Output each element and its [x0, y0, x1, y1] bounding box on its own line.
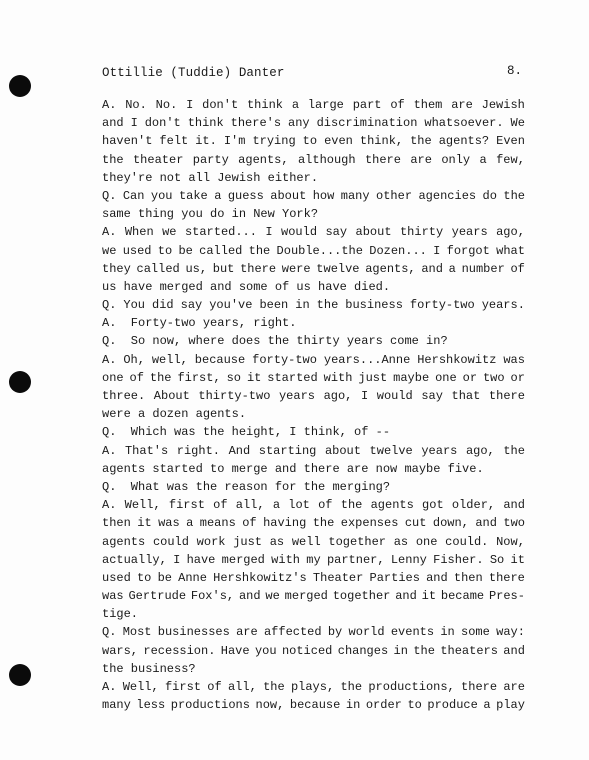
transcript-line: same thing you do in New York? — [102, 207, 319, 222]
transcript-line: Q. Most businesses are affected by world events in some way: — [102, 625, 525, 640]
transcript-line: one of the first, so it started with just maybe one or two or — [102, 370, 525, 385]
transcript-line: actually, I have merged with my partner, Lenny Fisher. So it — [102, 552, 525, 567]
transcript-line: Q. What was the reason for the merging? — [102, 479, 391, 494]
transcript-line: we used to be called the Double...the Dozen... I forgot what — [102, 243, 525, 258]
transcript-line: A. Forty-two years, right. — [102, 316, 297, 331]
transcript-line: were a dozen agents. — [102, 407, 247, 422]
transcript-line: A. That's right. And starting about twelve years ago, the — [102, 443, 525, 458]
transcript-line: they're not all Jewish either. — [102, 170, 319, 185]
transcript-line: us have merged and some of us have died. — [102, 279, 391, 294]
transcript-line: Q. Which was the height, I think, of -- — [102, 425, 391, 440]
transcript-line: agents started to merge and there are now maybe five. — [102, 461, 484, 476]
page-number: 8. — [507, 64, 523, 78]
transcript-line: three. About thirty-two years ago, I would say that there — [102, 389, 525, 403]
header-interviewee-name: Ottillie (Tuddie) Danter — [102, 66, 285, 80]
punch-hole-middle — [9, 371, 31, 393]
transcript-line: and I don't think there's any discrimination whatsoever. We — [102, 116, 525, 131]
punch-hole-bottom — [9, 664, 31, 686]
transcript-line: the business? — [102, 661, 196, 676]
transcript-body — [102, 96, 525, 714]
transcript-line: A. Well, first of all, the plays, the productions, there are — [102, 680, 525, 694]
transcript-line: A. Oh, well, because forty-two years...Anne Hershkowitz was — [102, 352, 525, 367]
transcript-line: agents could work just as well together as one could. Now, — [102, 534, 525, 549]
transcript-line: then it was a means of having the expenses cut down, and two — [102, 516, 525, 531]
transcript-line: A. Well, first of all, a lot of the agents got older, and — [102, 498, 525, 513]
transcript-line: tige. — [102, 607, 139, 622]
transcript-line: the theater party agents, although there are only a few, — [102, 152, 525, 167]
transcript-line: they called us, but there were twelve agents, and a number of — [102, 261, 525, 276]
transcript-line: A. No. No. I don't think a large part of them are Jewish — [102, 98, 525, 112]
punch-hole-top — [9, 75, 31, 97]
transcript-line: Q. You did say you've been in the business forty-two years. — [102, 298, 525, 313]
transcript-line: wars, recession. Have you noticed changes in the theaters and — [102, 643, 525, 658]
transcript-line: Q. So now, where does the thirty years come in? — [102, 334, 448, 349]
transcript-line: many less productions now, because in order to produce a play — [102, 698, 525, 713]
transcript-line: A. When we started... I would say about thirty years ago, — [102, 225, 525, 240]
transcript-line: Q. Can you take a guess about how many other agencies do the — [102, 188, 525, 203]
transcript-line: used to be Anne Hershkowitz's Theater Parties and then there — [102, 570, 525, 585]
transcript-line: was Gertrude Fox's, and we merged together and it became Pres- — [102, 589, 525, 604]
transcript-line: haven't felt it. I'm trying to even think, the agents? Even — [102, 134, 525, 149]
